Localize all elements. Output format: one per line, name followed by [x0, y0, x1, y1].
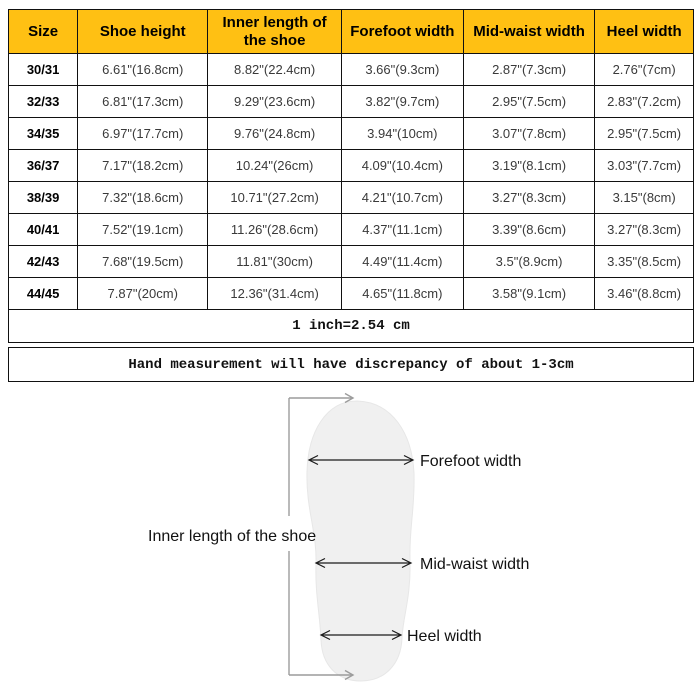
table-cell-size: 44/45	[9, 278, 78, 310]
table-row	[9, 86, 694, 118]
table-cell: 10.71"(27.2cm)	[208, 182, 342, 214]
table-cell: 6.81"(17.3cm)	[78, 86, 208, 118]
table-cell: 4.37"(11.1cm)	[341, 214, 463, 246]
table-cell: 11.81"(30cm)	[208, 246, 342, 278]
inner-length-label: Inner length of the shoe	[148, 528, 317, 545]
table-cell: 3.15"(8cm)	[595, 182, 694, 214]
column-header-heel-width: Heel width	[595, 10, 694, 54]
column-header-size: Size	[9, 10, 78, 54]
table-cell: 3.03"(7.7cm)	[595, 150, 694, 182]
table-cell: 6.97"(17.7cm)	[78, 118, 208, 150]
table-cell: 9.29"(23.6cm)	[208, 86, 342, 118]
table-cell-size: 32/33	[9, 86, 78, 118]
table-cell-size: 38/39	[9, 182, 78, 214]
table-cell: 6.61"(16.8cm)	[78, 54, 208, 86]
table-cell: 7.68"(19.5cm)	[78, 246, 208, 278]
conversion-note	[8, 309, 694, 343]
table-cell: 10.24"(26cm)	[208, 150, 342, 182]
table-cell: 3.58"(9.1cm)	[463, 278, 595, 310]
table-cell-size: 40/41	[9, 214, 78, 246]
table-cell: 7.52"(19.1cm)	[78, 214, 208, 246]
table-cell-size: 30/31	[9, 54, 78, 86]
table-cell: 7.17"(18.2cm)	[78, 150, 208, 182]
table-cell: 4.21"(10.7cm)	[341, 182, 463, 214]
disclaimer-note	[8, 347, 694, 382]
table-cell-size: 34/35	[9, 118, 78, 150]
table-cell-size: 42/43	[9, 246, 78, 278]
table-cell: 9.76"(24.8cm)	[208, 118, 342, 150]
table-cell: 3.27"(8.3cm)	[595, 214, 694, 246]
table-cell: 8.82"(22.4cm)	[208, 54, 342, 86]
table-cell: 11.26"(28.6cm)	[208, 214, 342, 246]
table-cell: 4.49"(11.4cm)	[341, 246, 463, 278]
size-chart-table	[8, 9, 694, 310]
table-row	[9, 278, 694, 310]
table-cell: 12.36"(31.4cm)	[208, 278, 342, 310]
table-cell: 2.76"(7cm)	[595, 54, 694, 86]
table-cell: 3.39"(8.6cm)	[463, 214, 595, 246]
table-cell: 3.27"(8.3cm)	[463, 182, 595, 214]
table-row	[9, 118, 694, 150]
table-cell: 2.87"(7.3cm)	[463, 54, 595, 86]
table-cell: 3.66"(9.3cm)	[341, 54, 463, 86]
table-cell: 2.95"(7.5cm)	[595, 118, 694, 150]
header-row	[9, 10, 694, 54]
table-cell: 3.82"(9.7cm)	[341, 86, 463, 118]
table-row	[9, 214, 694, 246]
table-cell: 3.35"(8.5cm)	[595, 246, 694, 278]
disclaimer-note-text: Hand measurement will have discrepancy of about 1-3cm	[128, 356, 574, 373]
table-row	[9, 246, 694, 278]
table-row	[9, 182, 694, 214]
column-header-midwaist-width: Mid-waist width	[463, 10, 595, 54]
table-cell: 7.32"(18.6cm)	[78, 182, 208, 214]
table-cell: 3.07"(7.8cm)	[463, 118, 595, 150]
midwaist-width-label: Mid-waist width	[420, 556, 530, 573]
table-cell: 3.5"(8.9cm)	[463, 246, 595, 278]
forefoot-width-label: Forefoot width	[420, 453, 522, 470]
insole-diagram-svg	[0, 388, 700, 696]
column-header-inner-length: Inner length of the shoe	[208, 10, 342, 54]
column-header-shoe-height: Shoe height	[78, 10, 208, 54]
table-cell: 3.19"(8.1cm)	[463, 150, 595, 182]
conversion-note-text: 1 inch=2.54 cm	[292, 318, 410, 334]
insole-measurement-diagram	[0, 388, 700, 696]
table-cell: 2.95"(7.5cm)	[463, 86, 595, 118]
table-cell: 3.94"(10cm)	[341, 118, 463, 150]
table-cell-size: 36/37	[9, 150, 78, 182]
table-cell: 4.65"(11.8cm)	[341, 278, 463, 310]
table-cell: 2.83"(7.2cm)	[595, 86, 694, 118]
insole-shape	[307, 401, 414, 681]
table-row	[9, 150, 694, 182]
table-row	[9, 54, 694, 86]
table-cell: 3.46"(8.8cm)	[595, 278, 694, 310]
column-header-forefoot-width: Forefoot width	[341, 10, 463, 54]
table-cell: 4.09"(10.4cm)	[341, 150, 463, 182]
heel-width-label: Heel width	[407, 628, 482, 645]
table-cell: 7.87"(20cm)	[78, 278, 208, 310]
